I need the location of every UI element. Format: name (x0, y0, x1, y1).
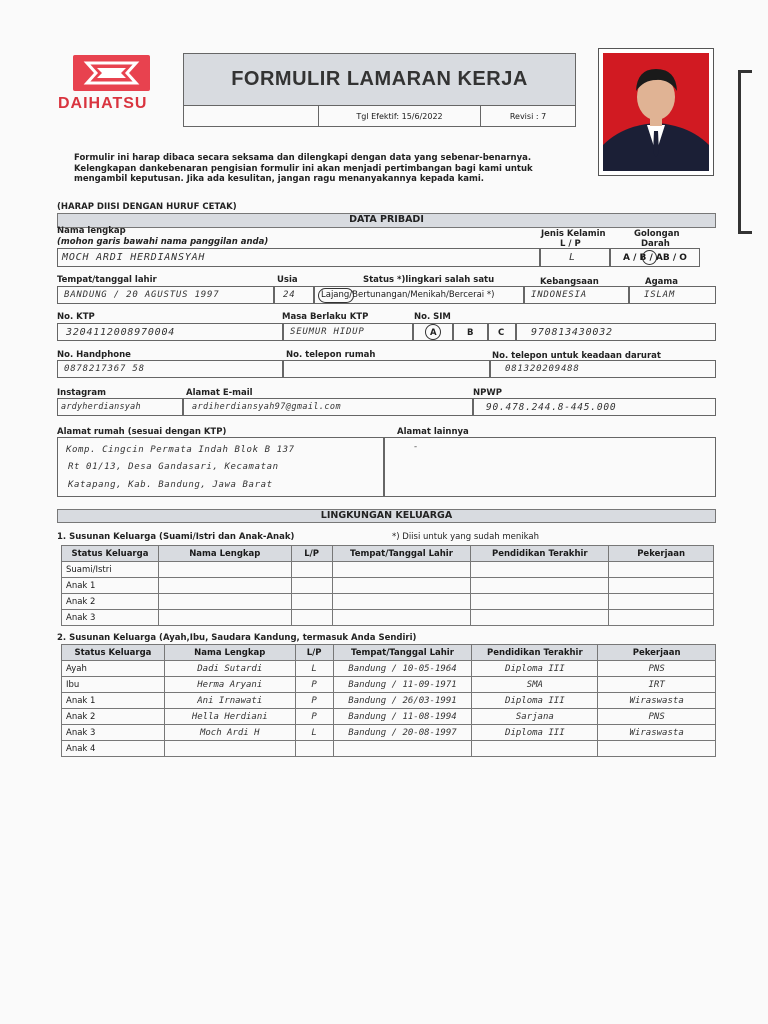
birth-cell[interactable]: Bandung / 10-05-1964 (333, 661, 472, 677)
col-gender: L/P (291, 546, 332, 562)
birth-cell[interactable]: Bandung / 26/03-1991 (333, 693, 472, 709)
ktp-value: 3204112008970004 (66, 327, 176, 338)
emergency-value: 081320209488 (505, 364, 580, 374)
intro-text (74, 153, 554, 185)
phone-field[interactable] (57, 360, 283, 378)
education-cell[interactable] (472, 741, 598, 757)
table-row (62, 610, 714, 626)
birth-cell[interactable] (332, 562, 471, 578)
age-label: Usia (277, 275, 298, 285)
header-blank-cell (184, 105, 319, 127)
occupation-cell[interactable]: PNS (598, 709, 716, 725)
name-cell[interactable] (164, 741, 295, 757)
email-label: Alamat E-mail (186, 388, 253, 398)
age-value: 24 (283, 290, 296, 300)
table-row (62, 693, 716, 709)
age-field[interactable] (274, 286, 314, 304)
occupation-cell[interactable] (609, 610, 714, 626)
table-row (62, 594, 714, 610)
name-note: (mohon garis bawahi nama panggilan anda) (57, 237, 269, 247)
name-cell[interactable]: Dadi Sutardi (164, 661, 295, 677)
birth-field[interactable] (57, 286, 274, 304)
birth-cell[interactable]: Bandung / 11-08-1994 (333, 709, 472, 725)
col-birth: Tempat/Tanggal Lahir (333, 645, 472, 661)
status-label: Status *)lingkari salah satu (363, 275, 495, 285)
status-cell: Suami/Istri (62, 562, 159, 578)
address-line: Rt 01/13, Desa Gandasari, Kecamatan (68, 462, 279, 472)
status-options: Lajang/Bertunangan/Menikah/Bercerai *) (321, 290, 495, 300)
birth-cell[interactable]: Bandung / 20-08-1997 (333, 725, 472, 741)
col-birth: Tempat/Tanggal Lahir (332, 546, 471, 562)
occupation-cell[interactable]: Wiraswasta (598, 693, 716, 709)
emergency-field[interactable] (490, 360, 716, 378)
col-occupation: Pekerjaan (598, 645, 716, 661)
instagram-label: Instagram (57, 388, 106, 398)
instagram-value: ardyherdiansyah (61, 402, 141, 412)
sim-c-box[interactable] (488, 323, 516, 341)
blood-circle-icon (642, 250, 657, 265)
sim-b-value: B (467, 328, 474, 338)
occupation-cell[interactable]: PNS (598, 661, 716, 677)
occupation-cell[interactable] (609, 562, 714, 578)
blood-options: A / B / AB / O (623, 253, 687, 263)
gender-value: L (569, 252, 576, 263)
email-value: ardiherdiansyah97@gmail.com (192, 402, 341, 412)
portrait-image (603, 53, 709, 171)
birth-value: BANDUNG / 20 AGUSTUS 1997 (64, 290, 220, 300)
ktp-label: No. KTP (57, 312, 95, 322)
gender-cell[interactable]: P (295, 677, 333, 693)
table-row (62, 709, 716, 725)
education-cell[interactable]: SMA (472, 677, 598, 693)
form-title: FORMULIR LAMARAN KERJA (184, 54, 575, 105)
sim-a-box[interactable] (413, 323, 453, 341)
col-status: Status Keluarga (62, 546, 159, 562)
ktp-field[interactable] (57, 323, 283, 341)
brand-name: DAIHATSU (58, 95, 148, 112)
name-cell[interactable]: Ani Irnawati (164, 693, 295, 709)
family2-title: 2. Susunan Keluarga (Ayah,Ibu, Saudara Kandung, termasuk Anda Sendiri) (57, 633, 417, 643)
education-cell[interactable]: Diploma III (472, 725, 598, 741)
phone-label: No. Handphone (57, 350, 131, 360)
section-family: LINGKUNGAN KELUARGA (57, 509, 716, 523)
effective-date: Tgl Efektif: 15/6/2022 (319, 105, 481, 127)
col-gender: L/P (295, 645, 333, 661)
gender-cell[interactable]: L (295, 725, 333, 741)
occupation-cell[interactable] (609, 594, 714, 610)
birth-cell[interactable] (333, 741, 472, 757)
nationality-label: Kebangsaan (540, 277, 599, 287)
gender-cell[interactable] (291, 594, 332, 610)
family2-table (61, 644, 716, 757)
religion-value: ISLAM (644, 290, 676, 300)
address-line: Katapang, Kab. Bandung, Jawa Barat (68, 480, 273, 490)
status-circle-icon (318, 288, 354, 303)
table-row (62, 741, 716, 757)
religion-field[interactable] (629, 286, 716, 304)
sim-b-box[interactable] (453, 323, 488, 341)
revision: Revisi : 7 (481, 105, 575, 127)
intro-line: mengambil keputusan. Jika ada kesulitan, jangan ragu menanyakannya kepada kami. (74, 174, 484, 184)
address-line: Komp. Cingcin Permata Indah Blok B 137 (66, 445, 295, 455)
fill-note: (HARAP DIISI DENGAN HURUF CETAK) (57, 202, 237, 212)
instagram-field[interactable] (57, 398, 183, 416)
gender-cell[interactable]: P (295, 709, 333, 725)
status-cell: Ayah (62, 661, 165, 677)
ktp-valid-label: Masa Berlaku KTP (282, 312, 369, 322)
name-cell[interactable]: Hella Herdiani (164, 709, 295, 725)
education-cell[interactable]: Diploma III (472, 693, 598, 709)
table-header-row (62, 546, 714, 562)
occupation-cell[interactable] (609, 578, 714, 594)
status-field[interactable] (314, 286, 524, 304)
name-cell[interactable] (158, 578, 291, 594)
col-status: Status Keluarga (62, 645, 165, 661)
gender-cell[interactable] (291, 610, 332, 626)
gender-cell[interactable] (291, 578, 332, 594)
gender-cell[interactable]: L (295, 661, 333, 677)
table-row (62, 578, 714, 594)
form-header (183, 53, 576, 127)
col-name: Nama Lengkap (158, 546, 291, 562)
daihatsu-logo-mark (73, 55, 150, 91)
name-cell[interactable] (158, 562, 291, 578)
gender-cell[interactable]: P (295, 693, 333, 709)
table-row (62, 725, 716, 741)
other-address-field[interactable] (384, 437, 716, 497)
status-cell: Anak 2 (62, 709, 165, 725)
ktp-valid-value: SEUMUR HIDUP (290, 327, 365, 337)
home-phone-label: No. telepon rumah (286, 350, 376, 360)
name-field[interactable] (57, 248, 540, 267)
education-cell[interactable] (471, 578, 609, 594)
status-cell: Anak 4 (62, 741, 165, 757)
col-name: Nama Lengkap (164, 645, 295, 661)
gender-lp-label: L / P (560, 239, 581, 249)
col-education: Pendidikan Terakhir (471, 546, 609, 562)
status-cell: Anak 3 (62, 610, 159, 626)
col-education: Pendidikan Terakhir (472, 645, 598, 661)
sim-number-value: 970813430032 (531, 327, 613, 338)
gender-label: Jenis Kelamin (541, 229, 606, 239)
birth-label: Tempat/tanggal lahir (57, 275, 157, 285)
name-cell[interactable]: Herma Aryani (164, 677, 295, 693)
ktp-valid-field[interactable] (283, 323, 413, 341)
birth-cell[interactable] (332, 594, 471, 610)
family1-title: 1. Susunan Keluarga (Suami/Istri dan Anak-Anak) (57, 532, 295, 542)
address-field[interactable] (57, 437, 384, 497)
npwp-label: NPWP (473, 388, 502, 398)
birth-cell[interactable] (332, 578, 471, 594)
blood-label: Golongan (634, 229, 680, 239)
nationality-field[interactable] (524, 286, 629, 304)
sim-label: No. SIM (414, 312, 451, 322)
family1-table (61, 545, 714, 626)
address-label: Alamat rumah (sesuai dengan KTP) (57, 427, 227, 437)
npwp-value: 90.478.244.8-445.000 (486, 402, 617, 413)
occupation-cell[interactable]: IRT (598, 677, 716, 693)
intro-line: Kelengkapan dankebenaran pengisian formulir ini akan menjadi pertimbangan bagi kami untuk (74, 163, 533, 174)
name-cell[interactable]: Moch Ardi H (164, 725, 295, 741)
sim-c-value: C (498, 328, 505, 338)
family1-note: *) Diisi untuk yang sudah menikah (392, 532, 540, 542)
occupation-cell[interactable]: Wiraswasta (598, 725, 716, 741)
name-value: MOCH ARDI HERDIANSYAH (62, 252, 206, 263)
occupation-cell[interactable] (598, 741, 716, 757)
status-cell: Anak 1 (62, 578, 159, 594)
name-cell[interactable] (158, 594, 291, 610)
education-cell[interactable] (471, 594, 609, 610)
sim-a-value: A (430, 328, 437, 338)
gender-cell[interactable] (291, 562, 332, 578)
education-cell[interactable] (471, 610, 609, 626)
table-row (62, 562, 714, 578)
education-cell[interactable]: Diploma III (472, 661, 598, 677)
education-cell[interactable]: Sarjana (472, 709, 598, 725)
table-row (62, 661, 716, 677)
nationality-value: INDONESIA (531, 290, 587, 300)
religion-label: Agama (645, 277, 678, 287)
phone-value: 0878217367 58 (64, 364, 145, 374)
applicant-photo (598, 48, 714, 176)
npwp-field[interactable] (473, 398, 716, 416)
side-bracket (738, 70, 752, 234)
status-cell: Anak 1 (62, 693, 165, 709)
email-field[interactable] (183, 398, 473, 416)
intro-line: Formulir ini harap dibaca secara seksama dan dilengkapi dengan data yang sebenar-benarnya. (74, 153, 532, 163)
other-address-label: Alamat lainnya (397, 427, 469, 437)
table-header-row (62, 645, 716, 661)
gender-cell[interactable] (295, 741, 333, 757)
sim-number-field[interactable] (516, 323, 716, 341)
table-row (62, 677, 716, 693)
status-cell: Anak 3 (62, 725, 165, 741)
other-address-value: - (413, 442, 420, 452)
status-cell: Ibu (62, 677, 165, 693)
section-personal: DATA PRIBADI (57, 213, 716, 228)
name-cell[interactable] (158, 610, 291, 626)
daihatsu-emblem-icon (73, 55, 150, 91)
home-phone-field[interactable] (283, 360, 490, 378)
blood-label-2: Darah (641, 239, 670, 249)
col-occupation: Pekerjaan (609, 546, 714, 562)
birth-cell[interactable] (332, 610, 471, 626)
name-label: Nama lengkap (57, 226, 126, 236)
education-cell[interactable] (471, 562, 609, 578)
blood-field[interactable] (610, 248, 700, 267)
status-cell: Anak 2 (62, 594, 159, 610)
gender-field[interactable] (540, 248, 610, 267)
birth-cell[interactable]: Bandung / 11-09-1971 (333, 677, 472, 693)
emergency-label: No. telepon untuk keadaan darurat (492, 351, 661, 361)
